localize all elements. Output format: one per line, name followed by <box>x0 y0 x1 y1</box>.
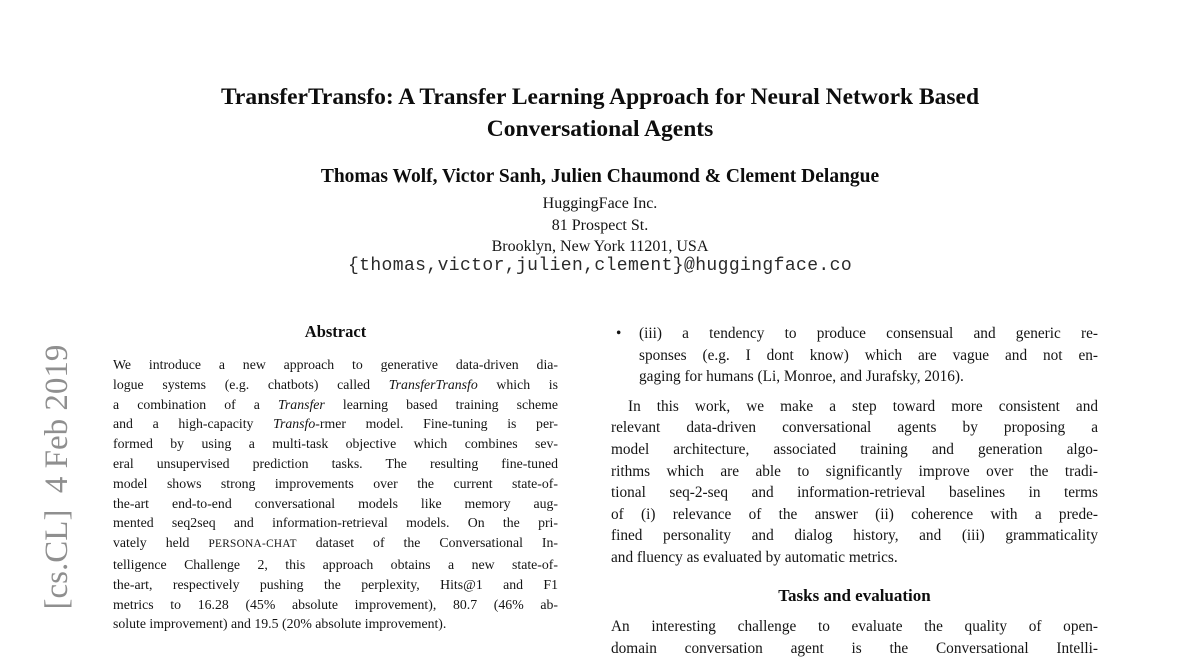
text-line: of (i) relevance of the answer (ii) coherence with a prede- <box>611 505 1098 523</box>
bullet-icon: • <box>616 325 622 342</box>
paper-title-line2: Conversational Agents <box>486 116 714 142</box>
text-line: the-art end-to-end conversational models like memory aug- <box>113 495 558 511</box>
text-line: model shows strong improvements over the current state-of- <box>113 475 558 491</box>
text-line: relevant data-driven conversational agents by proposing a <box>611 419 1098 437</box>
left-column <box>113 322 558 634</box>
affiliation-line-company: HuggingFace Inc. <box>542 195 658 212</box>
text-line: fined personality and dialog history, and (iii) grammaticality <box>611 527 1098 545</box>
text-line: telligence Challenge 2, this approach obtains a new state-of- <box>113 556 558 572</box>
text-line: eral unsupervised prediction tasks. The resulting fine-tuned <box>113 455 558 471</box>
text-line: a combination of a Transfer learning based training scheme <box>113 396 558 412</box>
intro-paragraph <box>611 396 1098 569</box>
bullet-item <box>611 323 1098 388</box>
text-line: mented seq2seq and information-retrieval models. On the pri- <box>113 515 558 531</box>
text-line: model architecture, associated training and generation algo- <box>611 440 1098 458</box>
affiliation-line-city: Brooklyn, New York 11201, USA <box>491 238 709 255</box>
text-line: gaging for humans (Li, Monroe, and Jurafsky, 2016). <box>639 368 964 386</box>
abstract-heading: Abstract <box>304 322 367 341</box>
affiliation-line-street: 81 Prospect St. <box>551 216 649 234</box>
right-column <box>611 323 1098 659</box>
paper-title-line1: TransferTransfo: A Transfer Learning Approach for Neural Network Based <box>220 84 980 110</box>
text-line: and a high-capacity Transfo-rmer model. Fine-tuning is per- <box>113 416 558 432</box>
text-line: An interesting challenge to evaluate the quality of open- <box>611 618 1098 636</box>
text-line: rithms which are able to significantly improve over the tradi- <box>611 462 1098 480</box>
text-line: (iii) a tendency to produce consensual and generic re- <box>639 325 1098 342</box>
text-line: and fluency as evaluated by automatic metrics. <box>611 548 898 566</box>
text-line: the-art, respectively pushing the perplexity, Hits@1 and F1 <box>113 576 558 592</box>
text-line: In this work, we make a step toward more consistent and <box>628 397 1098 415</box>
tasks-paragraph <box>611 616 1098 659</box>
text-line: We introduce a new approach to generative data-driven dia- <box>113 357 558 372</box>
text-line: logue systems (e.g. chatbots) called TransferTransfo which is <box>113 376 558 392</box>
affiliation-block <box>0 193 1200 258</box>
text-line: metrics to 16.28 (45% absolute improvement), 80.7 (46% ab- <box>113 596 558 612</box>
text-line: sponses (e.g. I dont know) which are vague and not en- <box>639 346 1098 364</box>
text-line: tional seq-2-seq and information-retrieval baselines in terms <box>611 484 1098 502</box>
paper-title <box>0 81 1200 145</box>
authors-line: Thomas Wolf, Victor Sanh, Julien Chaumond & Clement Delangue <box>320 166 880 187</box>
abstract-body <box>113 355 558 634</box>
text-line: vately held PERSONA-CHAT dataset of the Conversational In- <box>113 535 558 551</box>
text-line: solute improvement) and 19.5 (20% absolute improvement). <box>113 616 447 632</box>
text-line: formed by using a multi-task objective which combines sev- <box>113 436 558 452</box>
section-heading-tasks: Tasks and evaluation <box>778 585 931 605</box>
bullet-item-text <box>639 323 1098 388</box>
email-line: {thomas,victor,julien,clement}@huggingface.co <box>347 256 853 276</box>
text-line: domain conversation agent is the Conversational Intelli- <box>611 639 1098 657</box>
arxiv-sidebar-stamp: [cs.CL] 4 Feb 2019 <box>39 344 75 610</box>
